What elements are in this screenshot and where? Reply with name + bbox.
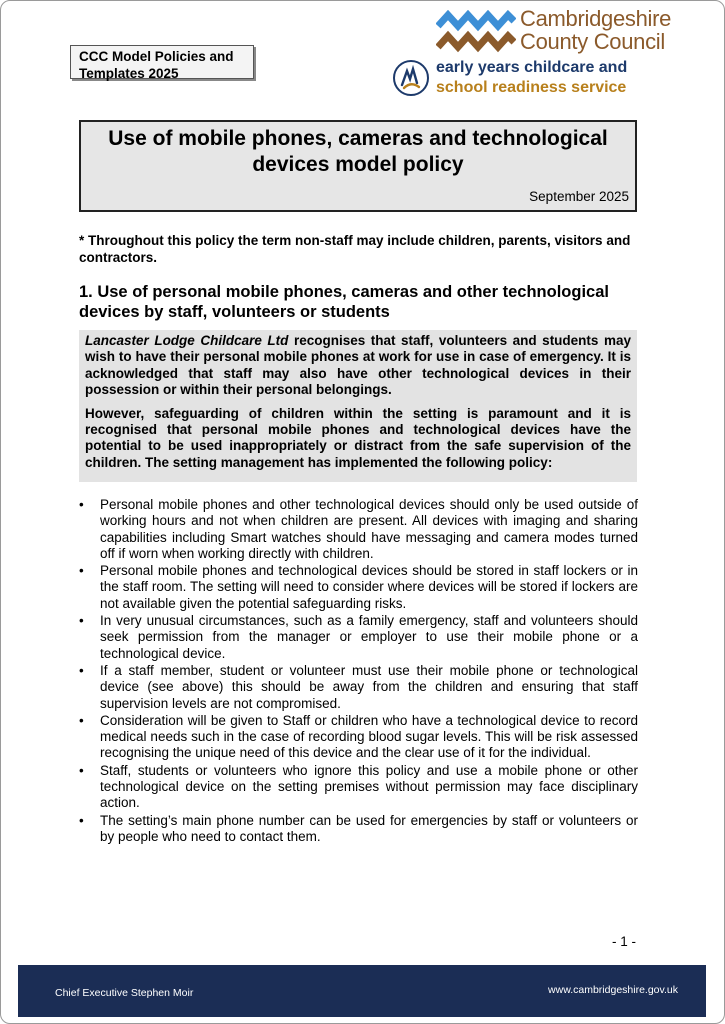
page-number: - 1 - (612, 934, 637, 949)
list-item-text: In very unusual circumstances, such as a family emergency, staff and volunteers should seek permission from the manager or employer to use their mobile phone or a technological device. (100, 613, 638, 661)
bullet-icon: • (79, 762, 84, 778)
list-item (79, 763, 638, 812)
footer-bar (18, 965, 706, 1017)
policy-series-tag (70, 45, 254, 79)
council-name (520, 7, 671, 53)
list-item-text: Personal mobile phones and technological devices should be stored in staff lockers or in the staff room. The setting will need to consider where devices will be stored if lockers are not available given the potential safeguarding risks. (100, 563, 638, 611)
bullet-icon: • (79, 712, 84, 728)
bullet-icon: • (79, 812, 84, 828)
bullet-icon: • (79, 662, 84, 678)
list-item (79, 563, 638, 612)
statement-paragraph-2: However, safeguarding of children within the setting is paramount and it is recognised that personal mobile phones and technological devices have the potential to be used inappropriately or distract from the safe supervision of the children. The setting management has implemented the following policy: (85, 405, 631, 470)
ccc-wave-logo-icon (436, 10, 516, 56)
service-logo (392, 58, 652, 102)
list-item-text: Consideration will be given to Staff or children who have a technological device to record medical needs such in the case of recording blood sugar levels. This will be risk assessed recognising the unique need of this device and the clear use of it for the individual. (100, 712, 638, 761)
title-line-2: devices model policy (252, 153, 464, 176)
policy-bullet-list (79, 497, 638, 846)
tag-line-2: Templates 2025 (79, 66, 179, 81)
list-item (79, 713, 638, 762)
list-item (79, 663, 638, 712)
bullet-icon: • (79, 497, 84, 512)
council-name-line-2: County Council (520, 29, 665, 54)
hands-circle-icon (392, 59, 430, 97)
list-item (79, 613, 638, 662)
statement-paragraph-1 (85, 333, 631, 399)
title-box (79, 120, 637, 212)
list-item (79, 813, 638, 846)
service-name-line-2: school readiness service (436, 79, 627, 96)
footer-website-link[interactable]: www.cambridgeshire.gov.uk (548, 984, 678, 996)
council-logo (436, 8, 676, 58)
council-name-line-1: Cambridgeshire (520, 6, 672, 31)
tag-line-1: CCC Model Policies and (79, 49, 234, 64)
title-line-1: Use of mobile phones, cameras and technological (108, 127, 608, 150)
setting-name: Lancaster Lodge Childcare Ltd (85, 333, 289, 348)
bullet-icon: • (79, 613, 84, 629)
list-item-text: The setting’s main phone number can be used for emergencies by staff or volunteers or by people who need to contact them. (100, 812, 638, 844)
policy-statement-box (79, 330, 637, 482)
intro-note: * Throughout this policy the term non-staff may include children, parents, visitors and contractors. (79, 233, 631, 265)
bullet-icon: • (79, 563, 84, 579)
statement-paragraph-1-text: recognises that staff, volunteers and students may wish to have their personal mobile phones at work for use in case of emergency. It is acknowledged that staff may also have other technological devices in their possession or within their personal belongings. (85, 333, 631, 398)
service-name-line-1: early years childcare and (436, 59, 628, 76)
footer-chief-executive: Chief Executive Stephen Moir (55, 987, 194, 999)
list-item-text: Staff, students or volunteers who ignore this policy and use a mobile phone or other technological device on the setting premises without permission may face disciplinary action. (100, 762, 638, 811)
list-item-text: Personal mobile phones and other technological devices should only be used outside of working hours and not when children are present. All devices with imaging and sharing capabilities including Smart watches should have messaging and camera modes turned off if worn when working directly with children. (100, 497, 638, 561)
list-item (79, 497, 638, 562)
service-name (436, 58, 627, 98)
list-item-text: If a staff member, student or volunteer must use their mobile phone or technological device (see above) this should be away from the children and ensuring that staff supervision levels are not compromised. (100, 662, 638, 711)
section-heading: 1. Use of personal mobile phones, cameras and other technological devices by staff, volunteers or students (79, 283, 609, 321)
document-title (81, 126, 635, 178)
document-date: September 2025 (529, 189, 629, 204)
